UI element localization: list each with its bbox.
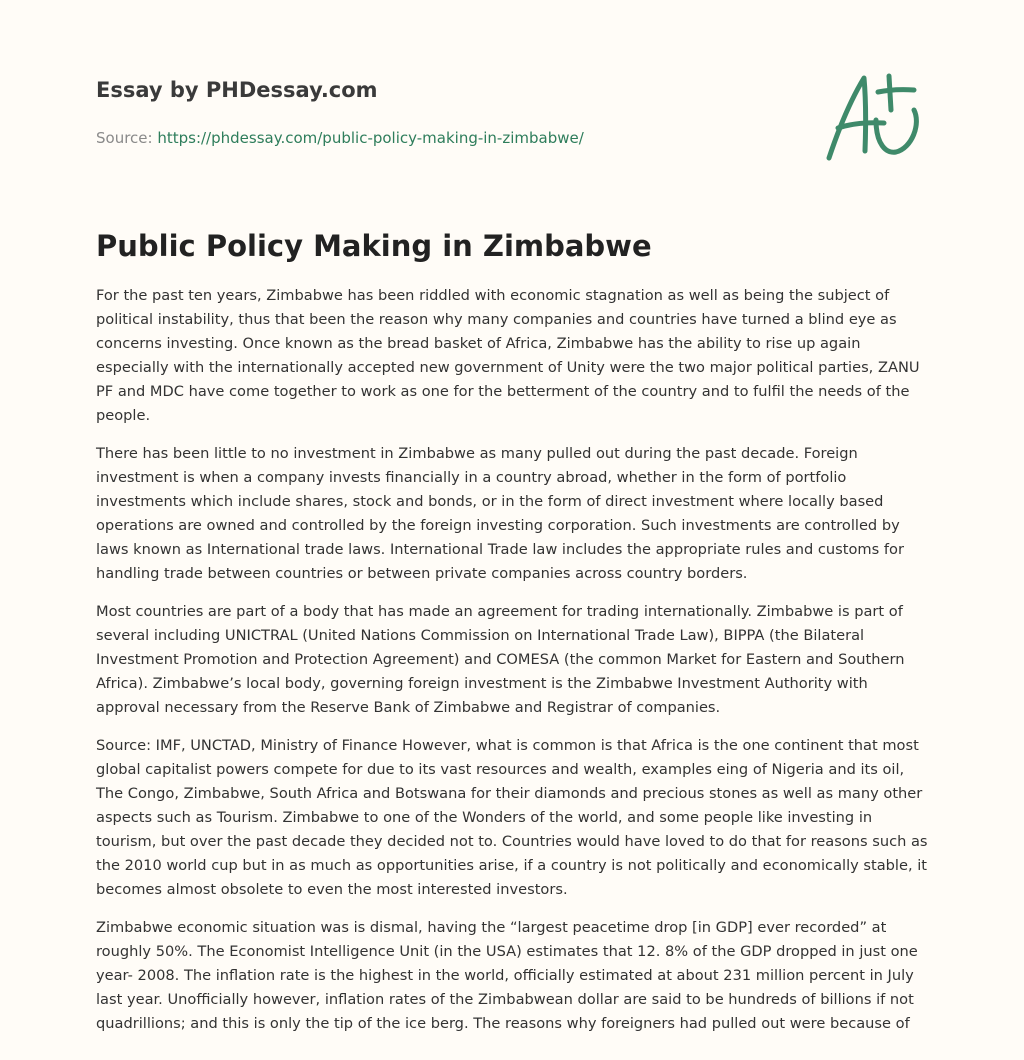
essay-title: Public Policy Making in Zimbabwe <box>96 229 652 263</box>
essay-paragraph: There has been little to no investment in Zimbabwe as many pulled out during the past decade. Foreign investment is when a company invests financially in a country abroad, whether in the form of portfolio investments which include shares, stock and bonds, or in the form of direct investment where locally based operations are owned and controlled by the foreign investing corporation. Such investments are controlled by laws known as International trade laws. International Trade law includes the appropriate rules and customs for handling trade between countries or between private companies across country borders. <box>96 445 904 582</box>
essay-paragraph: Zimbabwe economic situation was is dismal, having the “largest peacetime drop [in GDP] ever recorded” at roughly 50%. The Economist Intelligence Unit (in the USA) estimates that 12. 8% of the GDP dropped in just one year- 2008. The inflation rate is the highest in the world, officially estimated at about 231 million percent in July last year. Unofficially however, inflation rates of the Zimbabwean dollar are said to be hundreds of billions if not quadrillions; and this is only the tip of the ice berg. The reasons why foreigners had pulled out were because of <box>96 919 918 1032</box>
source-label: Source: <box>96 129 158 147</box>
source-line <box>96 128 716 148</box>
essay-body <box>96 284 932 1050</box>
essay-paragraph: Most countries are part of a body that has made an agreement for trading internationally. Zimbabwe is part of several including UNICTRAL (United Nations Commission on International Trade Law), BIPPA (the Bilateral Investment Promotion and Protection Agreement) and COMESA (the common Market for Eastern and Southern Africa). Zimbabwe’s local body, governing foreign investment is the Zimbabwe Investment Authority with approval necessary from the Reserve Bank of Zimbabwe and Registrar of companies. <box>96 603 905 716</box>
a-plus-logo-icon <box>820 66 932 166</box>
essay-paragraph: Source: IMF, UNCTAD, Ministry of Finance However, what is common is that Africa is the one continent that most global capitalist powers compete for due to its vast resources and wealth, examples eing of Nigeria and its oil, The Congo, Zimbabwe, South Africa and Botswana for their diamonds and precious stones as well as many other aspects such as Tourism. Zimbabwe to one of the Wonders of the world, and some people like investing in tourism, but over the past decade they decided not to. Countries would have loved to do that for reasons such as the 2010 world cup but in as much as opportunities arise, if a country is not politically and economically stable, it becomes almost obsolete to even the most interested investors. <box>96 737 928 898</box>
site-brand: Essay by PHDessay.com <box>96 78 378 102</box>
essay-paragraph: For the past ten years, Zimbabwe has been riddled with economic stagnation as well as being the subject of political instability, thus that been the reason why many companies and countries have turned a blind eye as concerns investing. Once known as the bread basket of Africa, Zimbabwe has the ability to rise up again especially with the internationally accepted new government of Unity were the two major political parties, ZANU PF and MDC have come together to work as one for the betterment of the country and to fulfil the needs of the people. <box>96 287 920 424</box>
source-link[interactable]: https://phdessay.com/public-policy-making-in-zimbabwe/ <box>157 129 584 147</box>
essay-header <box>96 76 716 148</box>
